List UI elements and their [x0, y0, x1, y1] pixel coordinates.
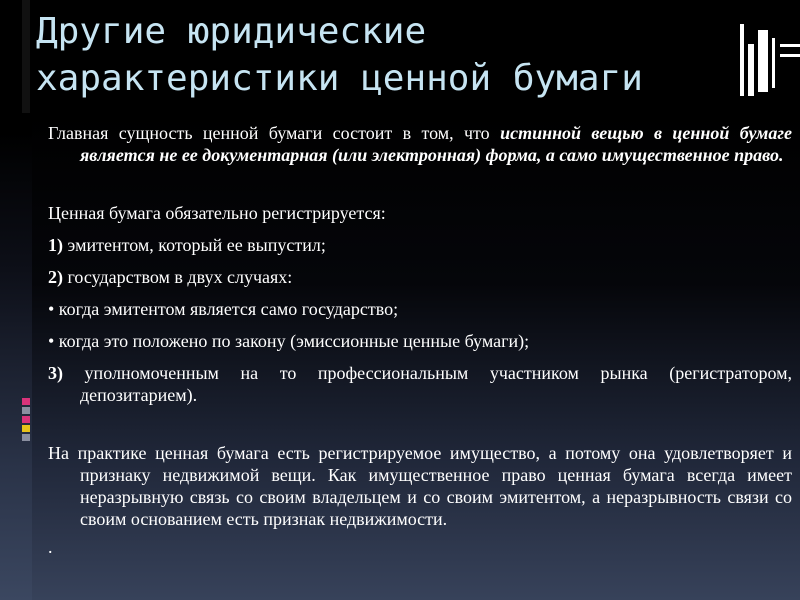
item-1-text: эмитентом, который ее выпустил; — [63, 235, 326, 255]
essence-emphasis: истинной вещью в ценной бумаге является не ее документарная (или электронная) форма, а само имущественное право. — [80, 123, 792, 165]
right-decoration — [740, 24, 800, 96]
slide-body — [48, 122, 792, 558]
trailing-dot: . — [48, 537, 53, 557]
title-line-1: Другие юридические — [36, 11, 427, 52]
essence-prefix: Главная сущность ценной бумаги состоит в том, что — [48, 123, 501, 143]
paragraph-practice: На практике ценная бумага есть регистрируемое имущество, а потому она удовлетворяет и признаку недвижимой вещи. Как имущественное право ценная бумага всегда имеет неразрывную связь со своим владельцем и со своим эмитентом, а неразрывность связи со своим основанием есть признак недвижимости. — [48, 443, 792, 529]
slide-title — [36, 8, 736, 102]
item-3-number: 3) — [48, 363, 63, 383]
list-item-1 — [48, 234, 792, 256]
bullet-law: • когда это положено по закону (эмиссионные ценные бумаги); — [48, 331, 530, 351]
item-2-number: 2) — [48, 267, 63, 287]
bullet-state: • когда эмитентом является само государство; — [48, 299, 399, 319]
item-2-text: государством в двух случаях: — [63, 267, 293, 287]
title-line-2: характеристики ценной бумаги — [36, 58, 643, 99]
left-accent-bar — [22, 0, 30, 113]
item-1-number: 1) — [48, 235, 63, 255]
registration-intro: Ценная бумага обязательно регистрируется: — [48, 203, 386, 223]
left-decoration — [22, 398, 30, 442]
paragraph-essence — [48, 122, 792, 166]
list-item-3 — [48, 362, 792, 406]
item-3-text: уполномоченным на то профессиональным участником рынка (регистратором, депозитарием). — [63, 363, 792, 405]
list-item-2 — [48, 266, 792, 288]
